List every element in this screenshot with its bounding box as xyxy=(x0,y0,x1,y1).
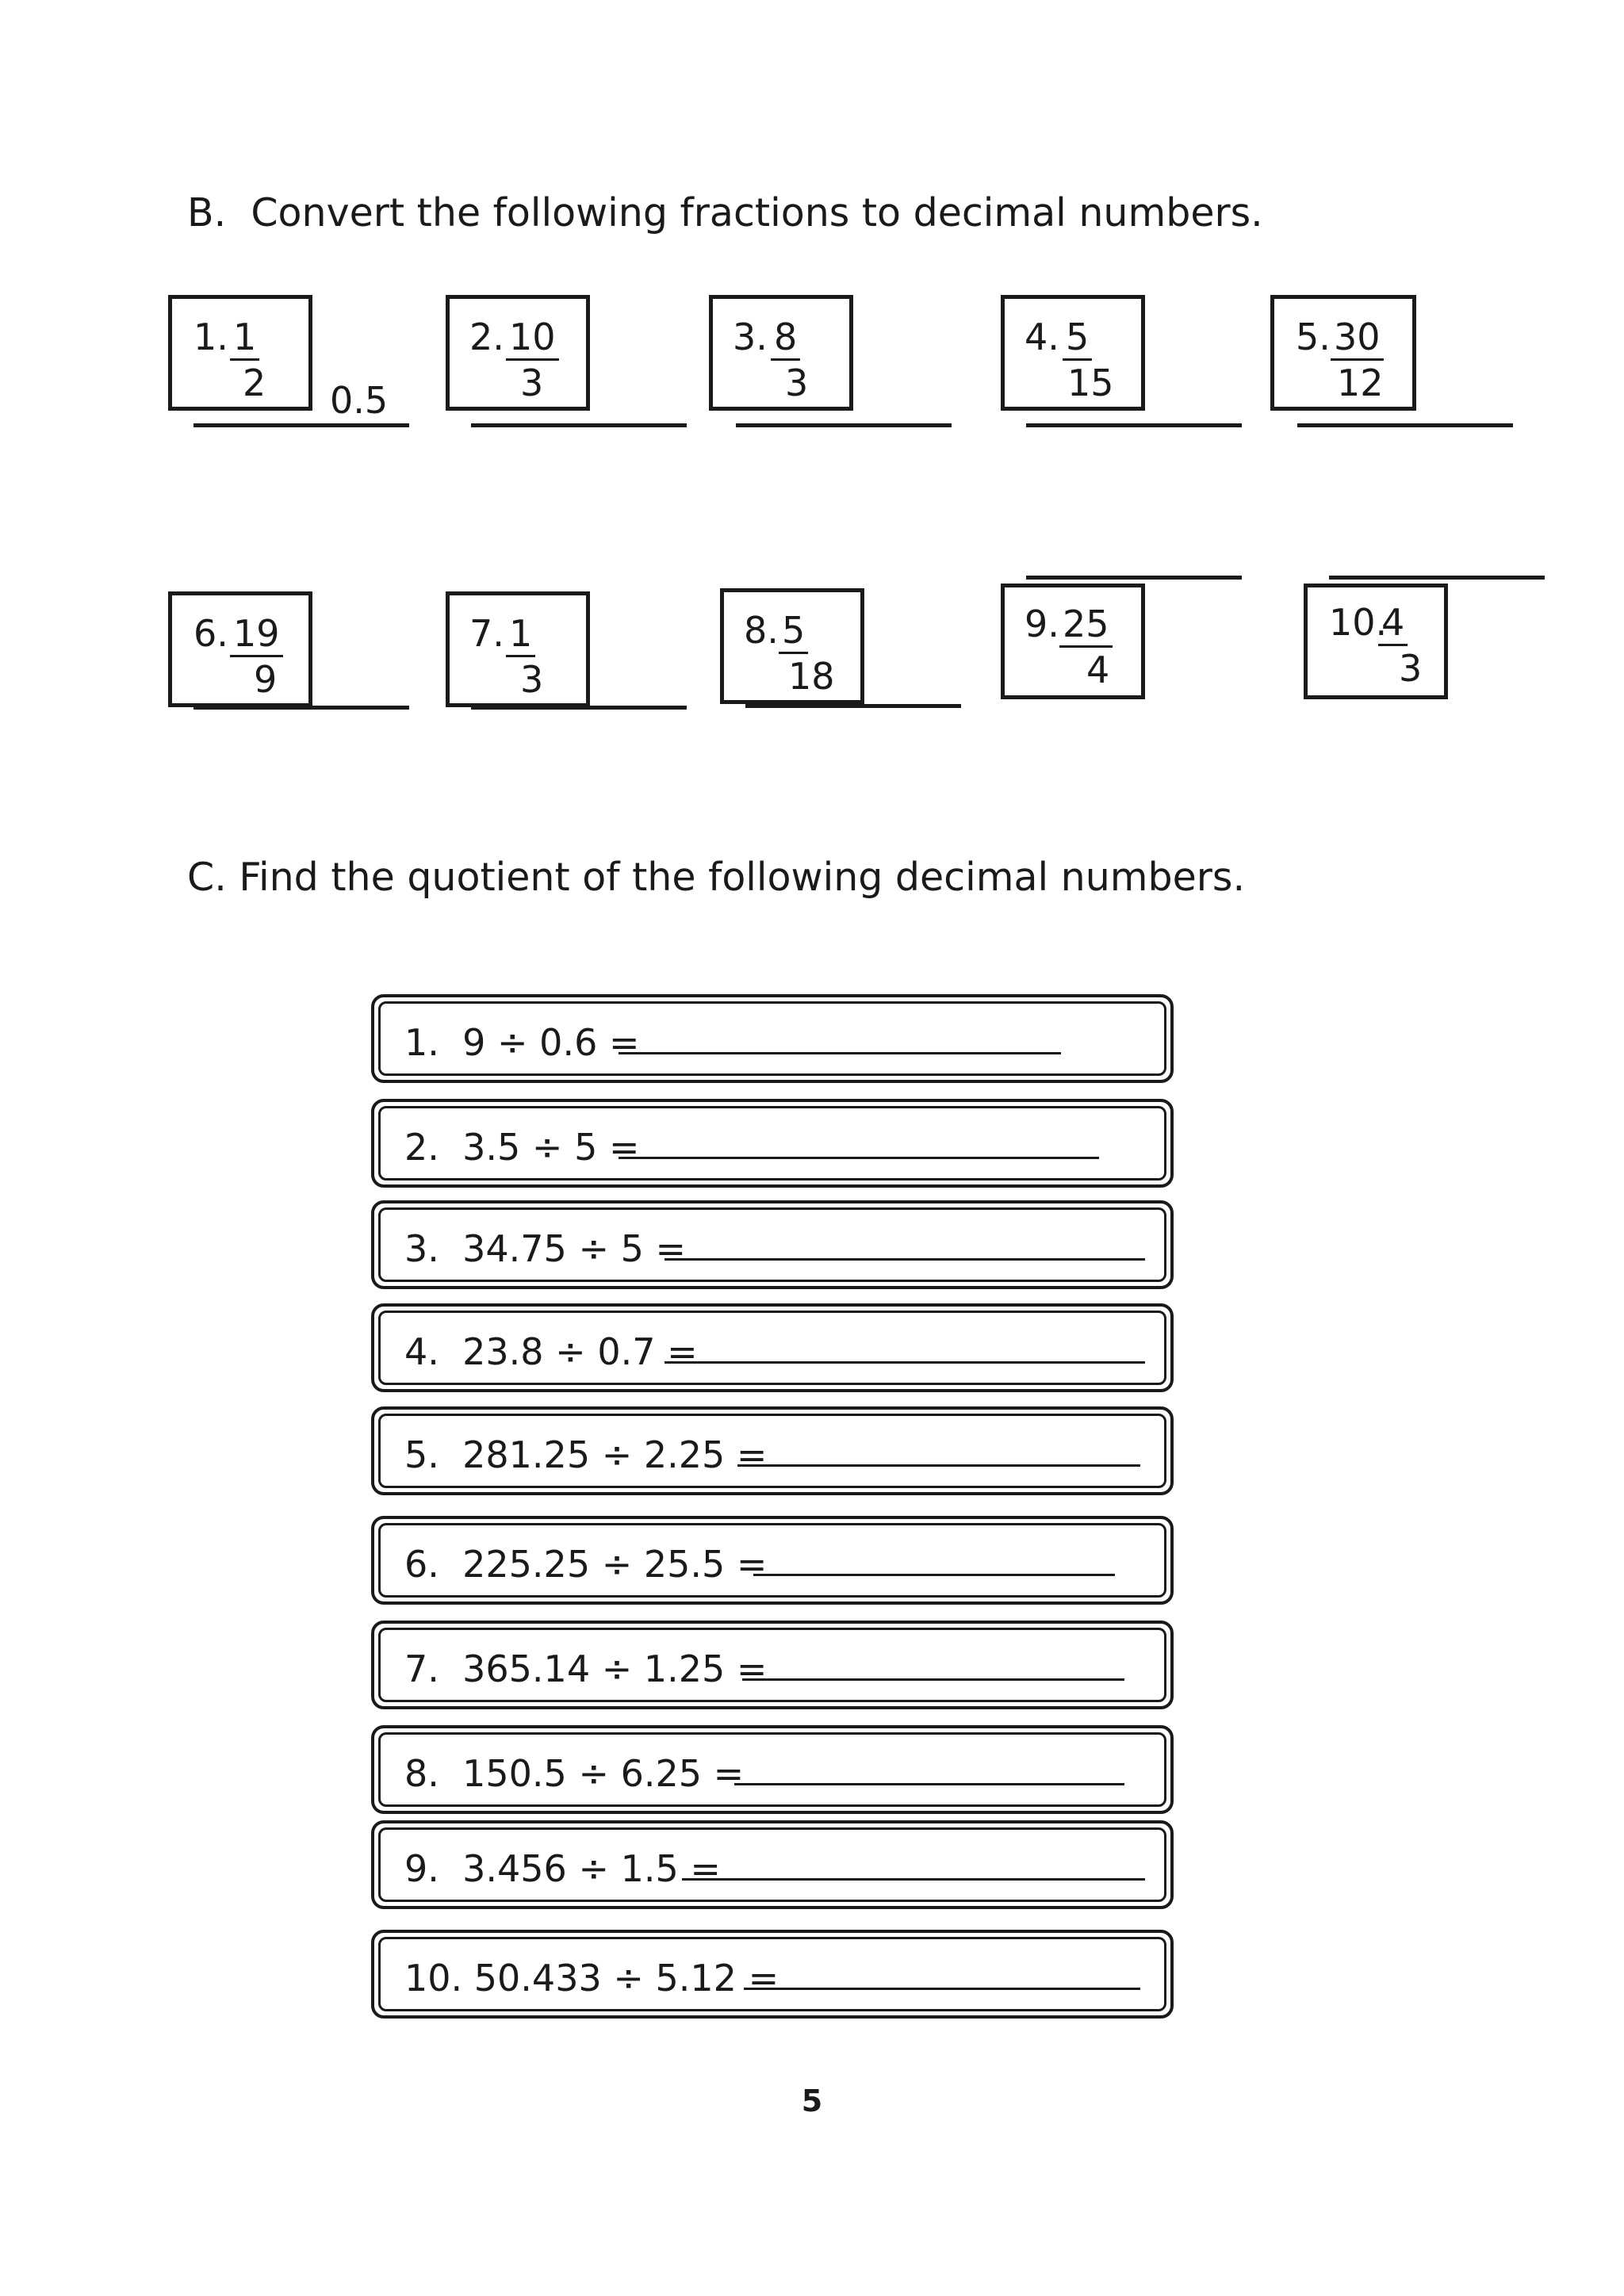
question-text-8: 8. 150.5 ÷ 6.25 = xyxy=(404,1752,745,1795)
question-box-3 xyxy=(371,1200,1174,1289)
fraction-numerator-8: 5 xyxy=(779,612,808,654)
answer-blank-5[interactable] xyxy=(737,1464,1140,1467)
question-text-2: 2. 3.5 ÷ 5 = xyxy=(404,1126,640,1169)
answer-line-9[interactable] xyxy=(1026,576,1242,580)
fraction-label-6: 6. xyxy=(193,612,228,655)
fraction-denominator-10: 3 xyxy=(1399,647,1423,690)
answer-line-5[interactable] xyxy=(1297,423,1513,427)
question-text-7: 7. 365.14 ÷ 1.25 = xyxy=(404,1647,768,1690)
answer-line-6[interactable] xyxy=(193,706,409,710)
answer-line-10[interactable] xyxy=(1329,576,1545,580)
answer-line-7[interactable] xyxy=(471,706,687,710)
question-box-1 xyxy=(371,994,1174,1083)
fraction-numerator-3: 8 xyxy=(771,319,800,361)
section-b-heading: B. Convert the following fractions to decimal numbers. xyxy=(187,190,1263,235)
fraction-label-9: 9. xyxy=(1025,603,1059,645)
fraction-numerator-6: 19 xyxy=(230,615,283,657)
question-text-10: 10. 50.433 ÷ 5.12 = xyxy=(404,1957,779,1999)
answer-line-8[interactable] xyxy=(745,704,961,708)
answer-blank-7[interactable] xyxy=(742,1678,1124,1681)
question-box-10 xyxy=(371,1930,1174,2019)
fraction-denominator-3: 3 xyxy=(785,362,809,404)
question-box-4 xyxy=(371,1303,1174,1392)
question-box-2 xyxy=(371,1099,1174,1188)
question-text-5: 5. 281.25 ÷ 2.25 = xyxy=(404,1433,768,1476)
fraction-denominator-8: 18 xyxy=(788,655,835,698)
answer-line-3[interactable] xyxy=(736,423,952,427)
fraction-denominator-2: 3 xyxy=(520,362,544,404)
section-c-heading: C. Find the quotient of the following decimal numbers. xyxy=(187,855,1246,900)
answer-line-4[interactable] xyxy=(1026,423,1242,427)
fraction-numerator-1: 1 xyxy=(230,319,259,361)
fraction-numerator-5: 30 xyxy=(1331,319,1384,361)
answer-blank-6[interactable] xyxy=(753,1574,1115,1576)
fraction-denominator-9: 4 xyxy=(1086,649,1110,691)
fraction-numerator-9: 25 xyxy=(1059,606,1113,648)
fraction-denominator-5: 12 xyxy=(1337,362,1384,404)
fraction-numerator-7: 1 xyxy=(506,615,535,657)
given-answer-1: 0.5 xyxy=(330,379,389,422)
fraction-label-5: 5. xyxy=(1296,316,1331,358)
answer-line-1[interactable] xyxy=(193,423,409,427)
fraction-label-2: 2. xyxy=(469,316,504,358)
fraction-label-4: 4. xyxy=(1025,316,1059,358)
answer-blank-1[interactable] xyxy=(619,1052,1061,1054)
question-box-6 xyxy=(371,1516,1174,1605)
fraction-label-3: 3. xyxy=(733,316,768,358)
fraction-denominator-1: 2 xyxy=(243,362,266,404)
answer-blank-4[interactable] xyxy=(665,1361,1145,1364)
fraction-denominator-6: 9 xyxy=(254,658,278,701)
answer-line-2[interactable] xyxy=(471,423,687,427)
page-number: 5 xyxy=(801,2084,823,2118)
question-box-9 xyxy=(371,1820,1174,1909)
question-box-5 xyxy=(371,1406,1174,1495)
fraction-denominator-4: 15 xyxy=(1067,362,1114,404)
answer-blank-9[interactable] xyxy=(682,1878,1145,1881)
answer-blank-10[interactable] xyxy=(744,1988,1140,1990)
question-box-8 xyxy=(371,1725,1174,1814)
question-text-1: 1. 9 ÷ 0.6 = xyxy=(404,1021,640,1064)
fraction-numerator-10: 4 xyxy=(1378,604,1408,646)
question-text-3: 3. 34.75 ÷ 5 = xyxy=(404,1227,687,1270)
fraction-label-1: 1. xyxy=(193,316,228,358)
question-text-4: 4. 23.8 ÷ 0.7 = xyxy=(404,1330,698,1373)
fraction-numerator-4: 5 xyxy=(1063,319,1092,361)
fraction-label-10: 10. xyxy=(1329,601,1388,644)
question-box-7 xyxy=(371,1621,1174,1709)
fraction-label-7: 7. xyxy=(469,612,504,655)
answer-blank-8[interactable] xyxy=(734,1783,1124,1785)
fraction-denominator-7: 3 xyxy=(520,658,544,701)
fraction-numerator-2: 10 xyxy=(506,319,559,361)
answer-blank-2[interactable] xyxy=(619,1157,1099,1159)
question-text-6: 6. 225.25 ÷ 25.5 = xyxy=(404,1543,768,1586)
question-text-9: 9. 3.456 ÷ 1.5 = xyxy=(404,1847,721,1890)
fraction-label-8: 8. xyxy=(744,609,779,652)
answer-blank-3[interactable] xyxy=(665,1258,1145,1261)
